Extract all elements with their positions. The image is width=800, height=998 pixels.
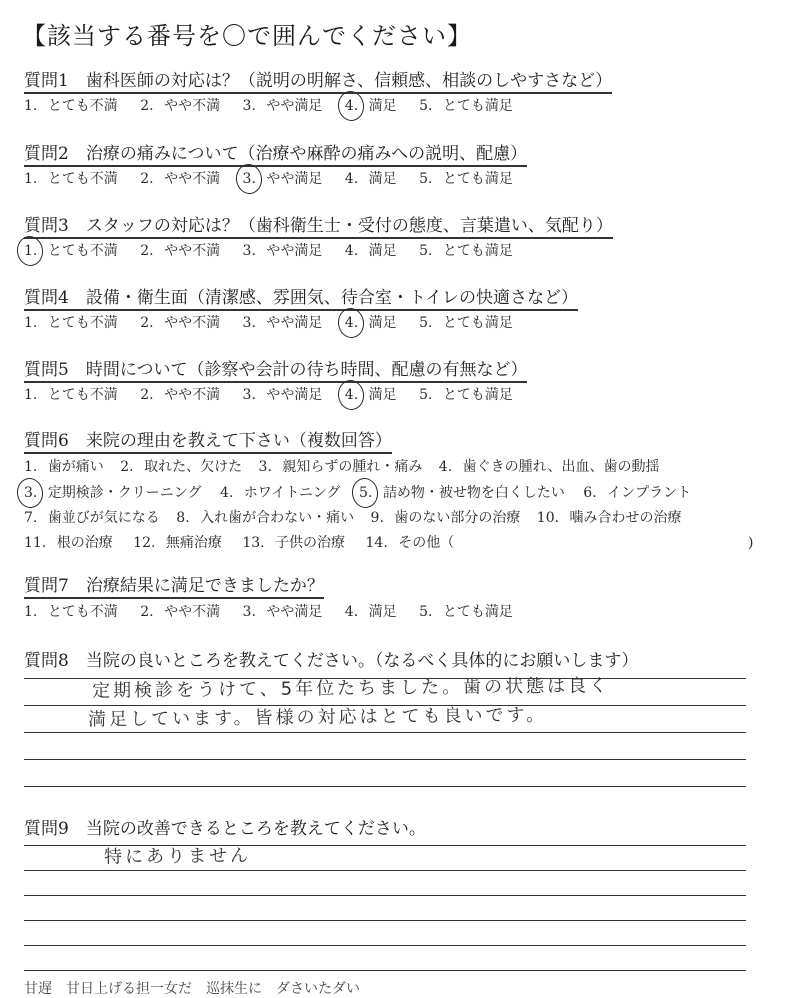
reason-13-label: 子供の治療	[275, 535, 346, 551]
answer-line	[24, 895, 746, 896]
question-1-label: 質問1 歯科医師の対応は？（説明の明解さ、信頼感、相談のしやすさなど）	[24, 71, 612, 94]
option-4-label: 満足	[368, 604, 397, 620]
option-2-label: やや不満	[164, 243, 221, 259]
answer-line	[24, 920, 746, 921]
option-5-label: とても満足	[442, 243, 513, 259]
option-3-num[interactable]: 3.	[242, 98, 256, 114]
option-5-num[interactable]: 5.	[419, 387, 433, 403]
reason-11-label: 根の治療	[56, 535, 113, 551]
question-4-options	[24, 313, 513, 333]
option-5-num[interactable]: 5.	[419, 604, 433, 620]
reason-12-label: 無痛治療	[165, 535, 222, 551]
reason-3b-label: 定期検診・クリーニング	[47, 485, 202, 501]
option-2-label: やや不満	[164, 171, 221, 187]
option-4-label: 満足	[368, 315, 397, 331]
q8-handwritten-line-2[interactable]: 満足しています。皆様の対応はとても良いです。	[87, 704, 548, 731]
reason-14-label: その他（	[398, 535, 455, 551]
question-1-options	[24, 96, 513, 116]
reason-8-num[interactable]: 8.	[176, 510, 190, 526]
option-4-label: 満足	[368, 243, 397, 259]
option-1-label: とても不満	[47, 243, 118, 259]
option-1-num[interactable]: 1.	[24, 604, 38, 620]
question-4-label: 質問4 設備・衛生面（清潔感、雰囲気、待合室・トイレの快適さなど）	[24, 288, 578, 311]
option-3-label: やや満足	[266, 243, 323, 259]
question-2-label: 質問2 治療の痛みについて（治療や麻酔の痛みへの説明、配慮）	[24, 144, 527, 167]
reason-9-label: 歯のない部分の治療	[394, 510, 521, 526]
question-6-label: 質問6 来院の理由を教えて下さい（複数回答）	[24, 431, 392, 454]
question-3-label: 質問3 スタッフの対応は？（歯科衛生士・受付の態度、言葉遣い、気配り）	[24, 216, 613, 239]
option-5-label: とても満足	[442, 315, 513, 331]
reason-7-label: 歯並びが気になる	[47, 510, 160, 526]
question-9-label: 質問9 当院の改善できるところを教えてください。	[24, 819, 426, 839]
reason-5-label: 詰め物・被せ物を白くしたい	[382, 485, 565, 501]
question-7-label: 質問7 治療結果に満足できましたか？	[24, 576, 324, 599]
other-close-paren: )	[748, 535, 754, 551]
reason-3-num[interactable]: 3.	[258, 459, 272, 475]
option-5-num[interactable]: 5.	[419, 171, 433, 187]
reason-10-label: 噛み合わせの治療	[569, 510, 682, 526]
answer-line	[24, 759, 746, 760]
reason-6-num[interactable]: 6.	[583, 485, 597, 501]
option-4-num-selected[interactable]: 4.	[344, 387, 359, 403]
reason-10-num[interactable]: 10.	[536, 510, 560, 526]
option-4-num[interactable]: 4.	[344, 604, 359, 620]
reason-8-label: 入れ歯が合わない・痛い	[200, 510, 355, 526]
option-1-num[interactable]: 1.	[24, 171, 38, 187]
page-title: 【該当する番号を〇で囲んでください】	[22, 22, 472, 50]
reason-14-num[interactable]: 14.	[365, 535, 388, 551]
reason-11-num[interactable]: 11.	[24, 535, 47, 551]
reason-12-num[interactable]: 12.	[133, 535, 156, 551]
answer-line	[24, 970, 746, 971]
option-3-num-selected[interactable]: 3.	[242, 171, 256, 187]
reason-4b-num[interactable]: 4.	[220, 485, 234, 501]
reason-1-label: 歯が痛い	[47, 459, 104, 475]
option-2-label: やや不満	[164, 98, 221, 114]
option-4-label: 満足	[368, 387, 397, 403]
reason-4-label: 歯ぐきの腫れ、出血、歯の動揺	[462, 459, 660, 475]
option-2-num[interactable]: 2.	[140, 243, 154, 259]
option-2-num[interactable]: 2.	[140, 604, 154, 620]
question-2-options	[24, 169, 513, 189]
option-2-label: やや不満	[164, 604, 221, 620]
option-4-num-selected[interactable]: 4.	[344, 315, 359, 331]
option-1-num[interactable]: 1.	[24, 315, 38, 331]
option-4-num[interactable]: 4.	[344, 171, 359, 187]
answer-line	[24, 786, 746, 787]
reason-4-num[interactable]: 4.	[438, 459, 453, 475]
option-5-num[interactable]: 5.	[419, 243, 433, 259]
footer-partial-text: 甘遅 甘日上げる担一女だ 巡抹生に ダさいたダい	[24, 981, 360, 997]
question-6-row-2	[24, 483, 691, 503]
option-3-label: やや満足	[266, 315, 323, 331]
option-3-label: やや満足	[266, 604, 323, 620]
question-3-options	[24, 241, 513, 261]
option-5-num[interactable]: 5.	[419, 98, 433, 114]
option-3-label: やや満足	[266, 98, 323, 114]
option-3-num[interactable]: 3.	[242, 387, 256, 403]
option-5-label: とても満足	[442, 98, 513, 114]
option-3-label: やや満足	[266, 387, 323, 403]
reason-4b-label: ホワイトニング	[243, 485, 341, 501]
option-1-label: とても不満	[47, 98, 118, 114]
option-2-label: やや不満	[164, 387, 221, 403]
option-5-num[interactable]: 5.	[419, 315, 433, 331]
option-2-label: やや不満	[164, 315, 221, 331]
reason-3b-num-selected[interactable]: 3.	[24, 485, 38, 501]
option-2-num[interactable]: 2.	[140, 315, 154, 331]
option-4-num[interactable]: 4.	[344, 243, 359, 259]
q8-handwritten-line-1[interactable]: 定期検診をうけて、5年位たちました。歯の状態は良く	[91, 675, 611, 702]
option-1-label: とても不満	[47, 171, 118, 187]
question-6-row-3	[24, 508, 682, 528]
question-6-row-4	[24, 533, 764, 553]
option-1-label: とても不満	[47, 315, 118, 331]
option-5-label: とても満足	[442, 387, 513, 403]
question-7-options	[24, 602, 513, 622]
question-5-label: 質問5 時間について（診察や会計の待ち時間、配慮の有無など）	[24, 360, 527, 383]
reason-6-label: インプラント	[607, 485, 692, 501]
option-2-num[interactable]: 2.	[140, 387, 154, 403]
reason-7-num[interactable]: 7.	[24, 510, 38, 526]
reason-2-label: 取れた、欠けた	[144, 459, 243, 475]
option-2-num[interactable]: 2.	[140, 171, 154, 187]
option-3-num[interactable]: 3.	[242, 243, 256, 259]
option-4-num-selected[interactable]: 4.	[344, 98, 359, 114]
question-6-row-1	[24, 457, 659, 477]
q9-handwritten-line-1[interactable]: 特にありません	[103, 845, 252, 868]
option-1-label: とても不満	[47, 604, 118, 620]
answer-line	[24, 945, 746, 946]
option-5-label: とても満足	[442, 604, 513, 620]
reason-5-num-selected[interactable]: 5.	[359, 485, 373, 501]
option-1-num[interactable]: 1.	[24, 98, 38, 114]
option-5-label: とても満足	[442, 171, 513, 187]
option-3-num[interactable]: 3.	[242, 315, 256, 331]
question-8-label: 質問8 当院の良いところを教えてください。（なるべく具体的にお願いします）	[24, 651, 639, 671]
option-4-label: 満足	[368, 171, 397, 187]
option-2-num[interactable]: 2.	[140, 98, 154, 114]
question-5-options	[24, 385, 513, 405]
reason-1-num[interactable]: 1.	[24, 459, 38, 475]
option-1-num[interactable]: 1.	[24, 387, 38, 403]
answer-line	[24, 732, 746, 733]
reason-3-label: 親知らずの腫れ・痛み	[282, 459, 423, 475]
option-3-label: やや満足	[266, 171, 323, 187]
option-1-num-selected[interactable]: 1.	[24, 243, 38, 259]
option-4-label: 満足	[368, 98, 397, 114]
reason-9-num[interactable]: 9.	[370, 510, 384, 526]
option-1-label: とても不満	[47, 387, 118, 403]
reason-2-num[interactable]: 2.	[120, 459, 134, 475]
reason-13-num[interactable]: 13.	[242, 535, 265, 551]
option-3-num[interactable]: 3.	[242, 604, 256, 620]
answer-line	[24, 870, 746, 871]
